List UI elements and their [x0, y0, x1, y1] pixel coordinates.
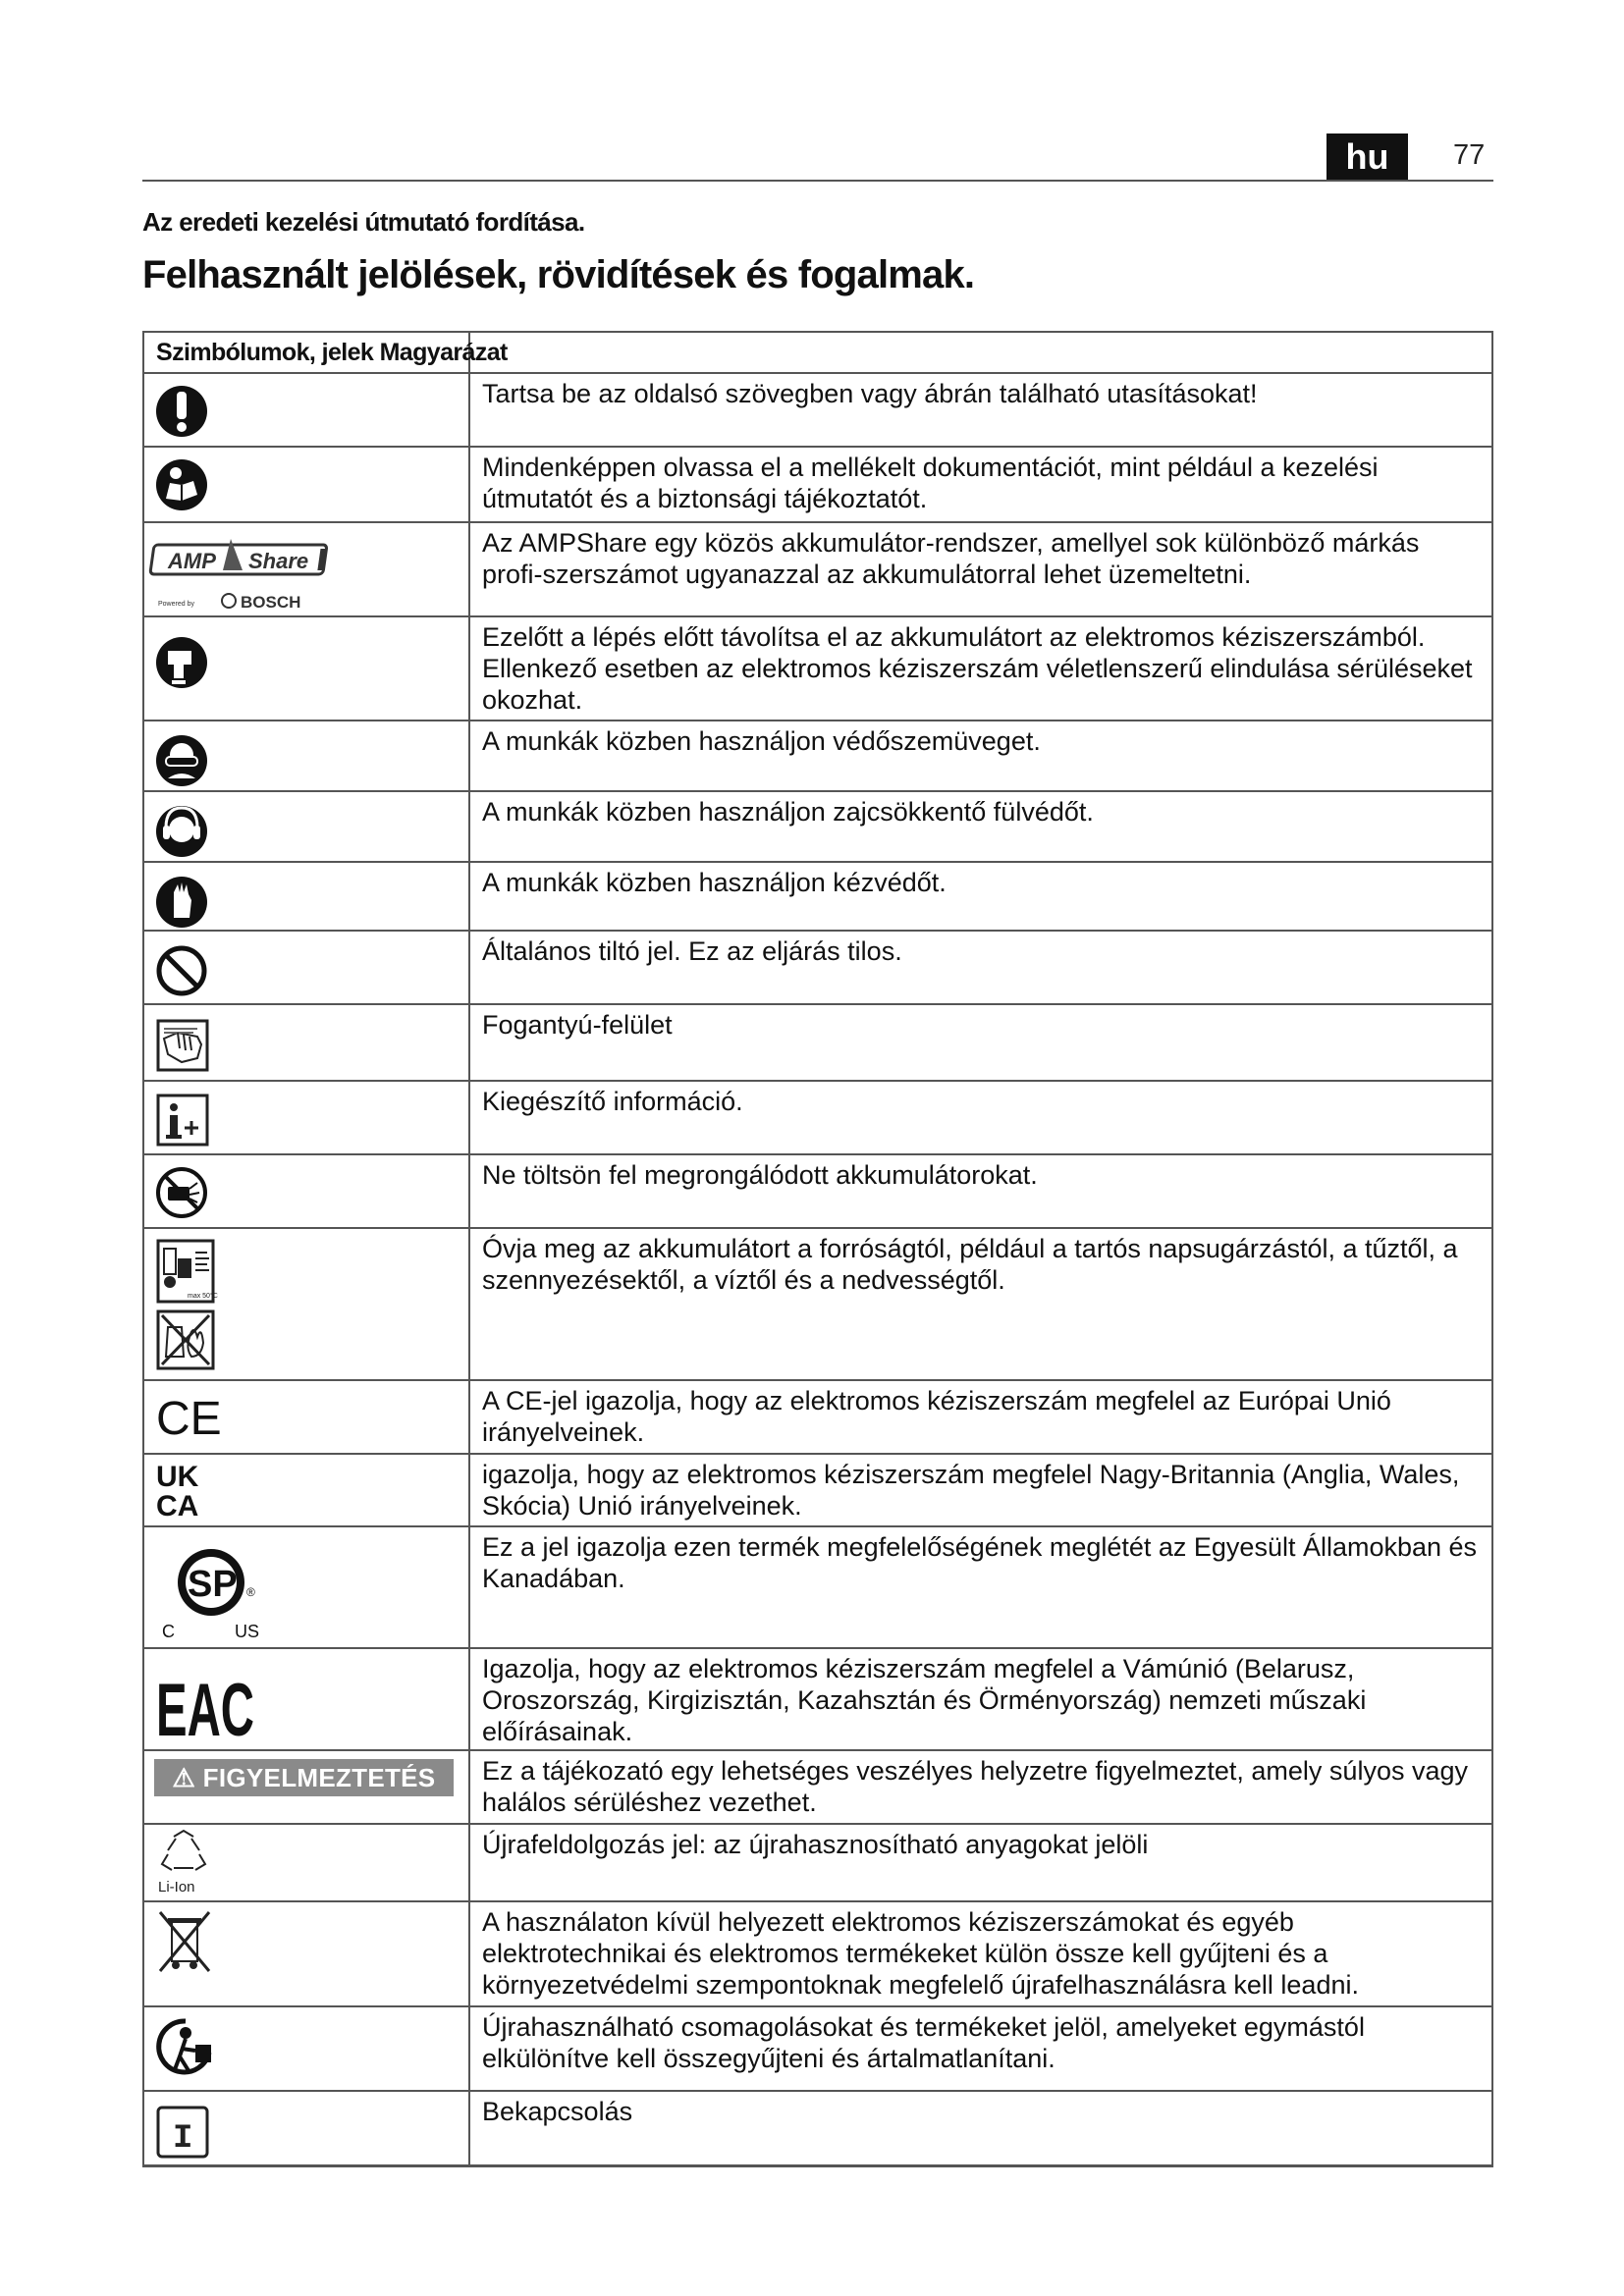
csa-c-text: C	[162, 1622, 175, 1641]
explanation-cell: A CE-jel igazolja, hogy az elektromos kéziszerszám megfelel az Európai Unió irányelveinek.	[482, 1386, 1391, 1447]
symbol-cell	[144, 1902, 470, 2005]
explanation-cell: Igazolja, hogy az elektromos kéziszerszám megfelel a Vámúnió (Belarusz, Oroszország, Kirgizisztán, Kazahsztán és Örményország) nemzeti műszaki előírásainak.	[482, 1654, 1367, 1746]
header-rule	[142, 180, 1493, 182]
ca-text: CA	[156, 1490, 199, 1522]
symbols-table	[142, 331, 1493, 2167]
symbol-cell	[144, 374, 470, 446]
table-row	[144, 1005, 1491, 1082]
header-symbols-label: Szimbólumok, jelek	[156, 339, 374, 366]
csa-mark-icon	[154, 1531, 282, 1645]
page-title: Felhasznált jelölések, rövidítések és fogalmak.	[142, 253, 975, 296]
table-row	[144, 2092, 1491, 2166]
symbol-cell	[144, 792, 470, 861]
header-symbols	[144, 333, 508, 372]
safety-glasses-icon	[154, 731, 213, 794]
explanation-cell: Tartsa be az oldalsó szövegben vagy ábrán található utasításokat!	[482, 379, 1258, 408]
table-row	[144, 1649, 1491, 1751]
table-row	[144, 448, 1491, 523]
table-row	[144, 721, 1491, 792]
table-header	[144, 333, 1491, 374]
powered-by-text: Powered by	[158, 601, 194, 608]
explanation-cell: Újrahasználható csomagolásokat és termékeket jelöl, amelyeket egymástól elkülönítve kell összegyűjteni és ártalmatlanítani.	[482, 2012, 1365, 2073]
translation-note: Az eredeti kezelési útmutató fordítása.	[142, 207, 585, 237]
table-row	[144, 1527, 1491, 1649]
table-row	[144, 2007, 1491, 2092]
bosch-text: BOSCH	[241, 593, 301, 612]
symbol-cell	[144, 1649, 470, 1752]
table-row	[144, 523, 1491, 617]
symbol-cell	[144, 2092, 470, 2164]
symbol-cell	[144, 617, 470, 720]
grip-surface-icon	[154, 1015, 213, 1078]
remove-battery-icon	[154, 631, 213, 694]
symbol-cell	[144, 523, 470, 615]
read-manual-icon	[154, 455, 213, 518]
explanation-cell: Bekapcsolás	[482, 2097, 633, 2126]
battery-heat-water-icon	[154, 1235, 223, 1377]
registered-text: ®	[246, 1585, 255, 1599]
table-row	[144, 1082, 1491, 1155]
ukca-mark-icon	[154, 1459, 213, 1523]
ce-text: CE	[156, 1393, 222, 1445]
table-row	[144, 1751, 1491, 1825]
ampshare-logo	[154, 531, 341, 615]
symbol-cell	[144, 1527, 470, 1647]
explanation-cell: Ez a tájékozató egy lehetséges veszélyes helyzetre figyelmeztet, amely súlyos vagy halálos sérüléshez vezethet.	[482, 1756, 1468, 1817]
ce-mark-icon	[154, 1389, 233, 1448]
symbol-cell	[144, 448, 470, 521]
explanation-cell: A használaton kívül helyezett elektromos kéziszerszámokat és egyéb elektrotechnikai és elektromos termékeket külön össze kell gyűjteni és a környezetvédelmi szempontoknak megfelelő újrafelhasználásra kell leadni.	[482, 1907, 1359, 2000]
symbol-cell	[144, 932, 470, 1003]
table-row	[144, 932, 1491, 1005]
explanation-cell: Fogantyú-felület	[482, 1010, 673, 1040]
symbol-cell	[144, 1005, 470, 1080]
no-damaged-battery-icon	[154, 1161, 213, 1224]
csa-text: SP	[188, 1564, 238, 1605]
table-row	[144, 1455, 1491, 1527]
header-explanation-label: Magyarázat	[379, 339, 508, 366]
symbol-cell	[144, 1155, 470, 1227]
explanation-cell: Ezelőtt a lépés előtt távolítsa el az akkumulátort az elektromos kéziszerszámból. Ellenkező esetben az elektromos kéziszerszám véletlenszerű elindulása sérüléseket okozhat.	[482, 622, 1473, 715]
warning-label: ⚠ FIGYELMEZTETÉS	[154, 1759, 454, 1796]
table-row	[144, 863, 1491, 932]
ear-protection-icon	[154, 800, 213, 863]
symbol-cell	[144, 2007, 470, 2090]
symbol-cell	[144, 1751, 470, 1823]
explanation-cell: Kiegészítő információ.	[482, 1087, 743, 1116]
table-row	[144, 374, 1491, 448]
table-row	[144, 1825, 1491, 1902]
symbol-cell	[144, 721, 470, 790]
symbol-cell	[144, 1455, 470, 1525]
explanation-cell: A munkák közben használjon kézvédőt.	[482, 868, 947, 897]
csa-us-text: US	[235, 1622, 260, 1641]
language-badge: hu	[1326, 133, 1408, 180]
explanation-cell: Mindenképpen olvassa el a mellékelt dokumentációt, mint például a kezelési útmutatót és a biztonsági tájékoztatót.	[482, 453, 1379, 513]
eac-text: EAC	[156, 1669, 254, 1752]
switch-on-icon	[154, 2102, 213, 2164]
explanation-cell: Az AMPShare egy közös akkumulátor-rendszer, amellyel sok különböző márkás profi-szerszámot ugyanazzal az akkumulátorral lehet üzemeltetni.	[482, 528, 1420, 589]
eac-mark-icon	[154, 1655, 262, 1752]
amp-text: AMP	[168, 549, 216, 573]
page-number: 77	[1453, 139, 1486, 171]
explanation-cell: A munkák közben használjon védőszemüveget.	[482, 726, 1041, 756]
explanation-cell: Újrafeldolgozás jel: az újrahasznosítható anyagokat jelöli	[482, 1830, 1149, 1859]
symbol-cell	[144, 1381, 470, 1453]
symbol-cell	[144, 1825, 470, 1900]
li-ion-text: Li-Ion	[158, 1879, 195, 1896]
explanation-cell: Általános tiltó jel. Ez az eljárás tilos.	[482, 936, 902, 966]
table-row	[144, 1229, 1491, 1381]
explanation-cell: Óvja meg az akkumulátort a forróságtól, például a tartós napsugárzástól, a tűztől, a szennyezésektől, a víztől és a nedvességtől.	[482, 1234, 1458, 1295]
weee-bin-icon	[154, 1908, 223, 1977]
table-row	[144, 617, 1491, 721]
prohibition-icon	[154, 939, 213, 1002]
symbol-cell	[144, 1082, 470, 1153]
table-row	[144, 792, 1491, 863]
table-row	[144, 1155, 1491, 1229]
explanation-cell: Ne töltsön fel megrongálódott akkumulátorokat.	[482, 1160, 1038, 1190]
exclamation-icon	[154, 380, 209, 443]
uk-text: UK	[156, 1461, 199, 1493]
recycle-li-ion-icon	[154, 1827, 223, 1897]
table-row	[144, 1902, 1491, 2007]
explanation-cell: igazolja, hogy az elektromos kéziszerszám megfelel Nagy-Britannia (Anglia, Wales, Skócia) Unió irányelveinek.	[482, 1460, 1460, 1521]
symbol-cell	[144, 1229, 470, 1379]
table-row	[144, 1381, 1491, 1455]
info-plus-icon	[154, 1090, 213, 1152]
share-text: Share	[248, 549, 309, 573]
gloves-icon	[154, 871, 213, 934]
header-explanation-cell	[470, 333, 1491, 372]
max-temp-text: max 50°C	[188, 1293, 218, 1300]
switch-i-text: I	[173, 2120, 193, 2158]
symbol-cell	[144, 863, 470, 930]
explanation-cell: Ez a jel igazolja ezen termék megfelelőségének meglétét az Egyesült Államokban és Kanadában.	[482, 1532, 1478, 1593]
recycle-packaging-icon	[154, 2015, 223, 2086]
explanation-cell: A munkák közben használjon zajcsökkentő fülvédőt.	[482, 797, 1094, 827]
